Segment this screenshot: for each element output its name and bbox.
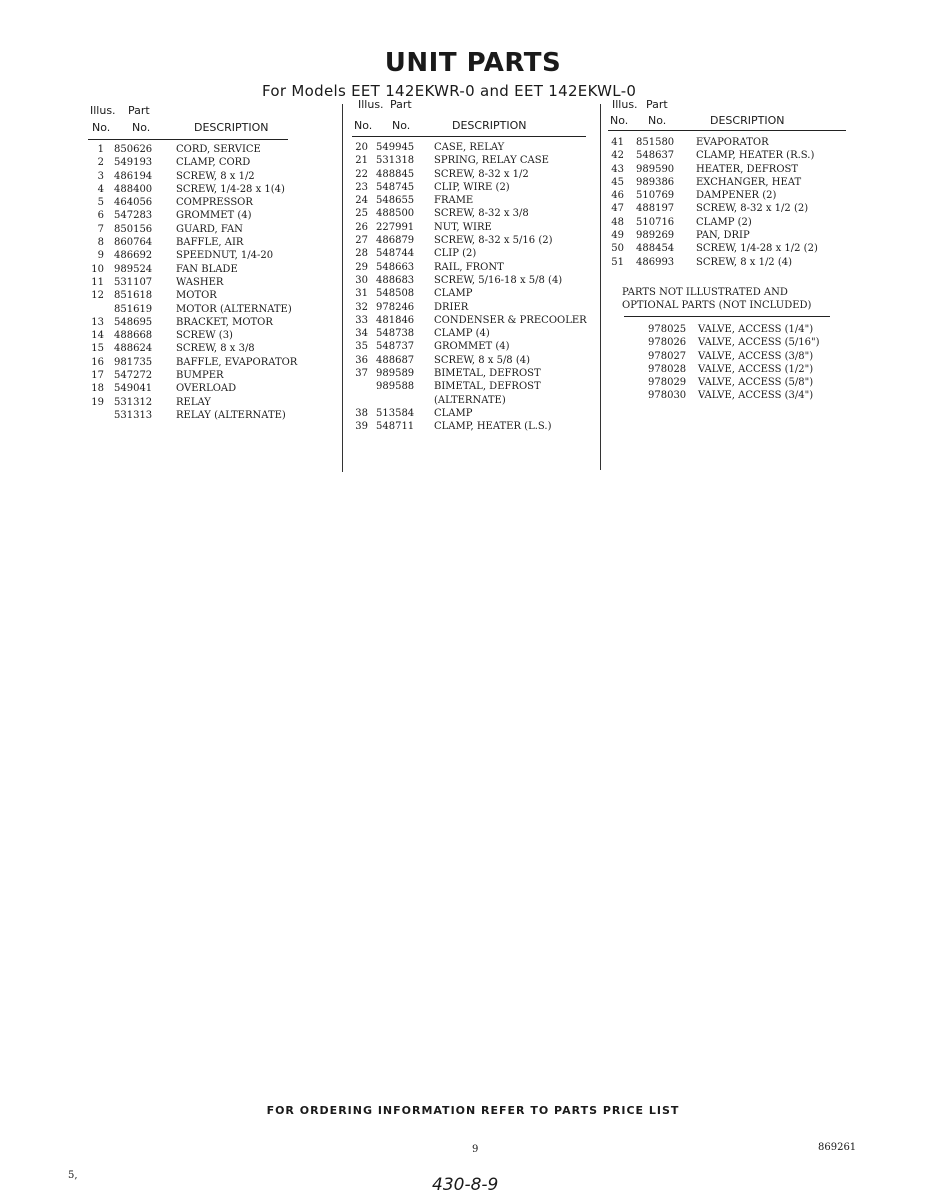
part-number: 981735	[114, 356, 153, 368]
parts-row	[352, 262, 598, 275]
parts-row	[88, 197, 340, 210]
part-number: 486692	[114, 250, 153, 262]
parts-row	[352, 195, 598, 208]
parts-row	[88, 304, 340, 317]
part-description: GUARD, FAN	[176, 223, 243, 235]
illus-number: 36	[355, 354, 368, 366]
parts-row	[352, 288, 598, 301]
header-rule	[88, 139, 288, 140]
column-header	[608, 98, 848, 131]
part-number: 978030	[648, 390, 687, 402]
part-description: SCREW, 8 x 1/2	[176, 170, 255, 182]
illus-number: 5	[97, 197, 104, 209]
illus-number: 47	[611, 203, 624, 215]
illus-number: 45	[611, 176, 624, 188]
part-number: 488668	[114, 330, 153, 342]
illus-number: 34	[355, 328, 368, 340]
parts-row	[352, 341, 598, 354]
parts-row	[608, 177, 848, 190]
part-number: 548655	[376, 195, 415, 207]
illus-number: 21	[355, 155, 368, 167]
part-description: CLAMP, CORD	[176, 157, 251, 169]
illus-number: 12	[91, 290, 104, 302]
illus-number: 38	[355, 407, 368, 419]
part-number: 978029	[648, 377, 687, 389]
part-description: PAN, DRIP	[696, 230, 750, 242]
illus-no-header: No.	[92, 121, 111, 134]
illus-number: 13	[91, 316, 104, 328]
handwritten-note: 430-8-9	[432, 1175, 499, 1195]
part-description: HEATER, DEFROST	[696, 163, 799, 175]
illus-number: 22	[355, 168, 368, 180]
parts-row	[88, 184, 340, 197]
corner-mark: 5,	[68, 1170, 78, 1181]
parts-row	[352, 208, 598, 221]
parts-row	[352, 142, 598, 155]
part-number: 531313	[114, 409, 153, 421]
part-description: SCREW, 8-32 x 1/2 (2)	[696, 203, 809, 215]
part-number: 547283	[114, 210, 153, 222]
parts-row	[352, 222, 598, 235]
part-description: BAFFLE, EVAPORATOR	[176, 356, 298, 368]
illus-header: Illus.	[358, 98, 384, 111]
illus-number: 51	[611, 256, 624, 268]
part-description: SCREW, 8-32 x 3/8	[434, 208, 529, 220]
illus-number: 29	[355, 261, 368, 273]
part-description: SCREW, 8-32 x 5/16 (2)	[434, 235, 553, 247]
part-number: 851580	[636, 137, 675, 148]
part-number: 978246	[376, 301, 415, 313]
part-no-header: No.	[392, 119, 411, 132]
parts-row	[352, 381, 598, 394]
part-header: Part	[646, 98, 668, 111]
illus-number: 23	[355, 181, 368, 193]
part-description: DRIER	[434, 301, 469, 313]
part-description: SCREW, 8 x 3/8	[176, 343, 255, 355]
optional-heading-line-2: OPTIONAL PARTS (NOT INCLUDED)	[622, 300, 812, 311]
illus-number: 49	[611, 230, 624, 242]
parts-row	[352, 275, 598, 288]
illus-number: 1	[97, 144, 104, 155]
parts-row	[88, 343, 340, 356]
part-description: CLAMP	[434, 288, 473, 300]
part-number: 227991	[376, 221, 415, 233]
part-description: MOTOR	[176, 290, 217, 302]
parts-row	[88, 397, 340, 410]
part-number: 464056	[114, 197, 153, 209]
part-number: 549945	[376, 142, 415, 153]
part-number: 531318	[376, 155, 415, 167]
part-number: 488500	[376, 208, 415, 220]
part-number: 548738	[376, 328, 415, 340]
part-description: EXCHANGER, HEAT	[696, 176, 802, 188]
illus-number: 15	[91, 343, 104, 355]
illus-number: 17	[91, 370, 104, 382]
illus-number: 42	[611, 150, 624, 162]
illus-number: 25	[355, 208, 368, 220]
optional-parts-row	[648, 351, 848, 364]
part-description: WASHER	[176, 276, 224, 288]
illus-number: 9	[97, 250, 104, 262]
optional-parts-row	[648, 337, 848, 350]
document-number: 869261	[818, 1142, 857, 1153]
part-description: VALVE, ACCESS (3/8")	[698, 350, 814, 362]
optional-parts-row	[648, 364, 848, 377]
parts-row	[352, 169, 598, 182]
part-no-header: No.	[648, 114, 667, 127]
illus-number: 31	[355, 288, 368, 300]
part-description: VALVE, ACCESS (5/16")	[698, 337, 820, 349]
part-number: 488624	[114, 343, 153, 355]
part-number: 488687	[376, 354, 415, 366]
illus-number: 32	[355, 301, 368, 313]
parts-row	[88, 290, 340, 303]
parts-row	[608, 230, 848, 243]
part-number: 548711	[376, 421, 415, 433]
part-number: 989590	[636, 163, 675, 175]
parts-row	[352, 368, 598, 381]
part-number: 860764	[114, 237, 153, 249]
parts-row	[88, 330, 340, 343]
parts-row	[352, 302, 598, 315]
part-number: 548508	[376, 288, 415, 300]
part-description: BIMETAL, DEFROST	[434, 381, 541, 393]
part-number: 488845	[376, 168, 415, 180]
part-description: CLIP, WIRE (2)	[434, 181, 510, 193]
page-number: 9	[472, 1144, 479, 1155]
part-description: GROMMET (4)	[434, 341, 510, 353]
part-description: EVAPORATOR	[696, 137, 769, 148]
part-description: CLIP (2)	[434, 248, 477, 260]
part-description: FAN BLADE	[176, 263, 238, 275]
illus-header: Illus.	[90, 104, 116, 117]
part-description: SCREW, 8 x 1/2 (4)	[696, 256, 793, 268]
part-number: 978027	[648, 350, 687, 362]
parts-row	[608, 164, 848, 177]
part-description: FRAME	[434, 195, 474, 207]
part-number: 486993	[636, 256, 675, 268]
illus-number: 16	[91, 356, 104, 368]
illus-number: 6	[97, 210, 104, 222]
part-header: Part	[128, 104, 150, 117]
part-description: CASE, RELAY	[434, 142, 505, 153]
parts-row	[608, 190, 848, 203]
illus-number: 30	[355, 274, 368, 286]
part-number: 851619	[114, 303, 153, 315]
part-number: 850626	[114, 144, 153, 155]
illus-number: 50	[611, 243, 624, 255]
part-number: 481846	[376, 314, 415, 326]
part-description: SCREW, 1/4-28 x 1(4)	[176, 183, 285, 195]
part-description: VALVE, ACCESS (3/4")	[698, 390, 814, 402]
part-number: 549041	[114, 383, 153, 395]
part-number: 978026	[648, 337, 687, 349]
illus-number: 3	[97, 170, 104, 182]
parts-row	[352, 315, 598, 328]
optional-parts-heading	[622, 286, 811, 312]
part-description: BAFFLE, AIR	[176, 237, 244, 249]
part-number: 850156	[114, 223, 153, 235]
part-number: 548744	[376, 248, 415, 260]
illus-number: 37	[355, 368, 368, 380]
parts-row	[88, 370, 340, 383]
illus-number: 19	[91, 396, 104, 408]
illus-number: 48	[611, 216, 624, 228]
part-header: Part	[390, 98, 412, 111]
part-description: (ALTERNATE)	[434, 394, 506, 406]
column-divider	[600, 104, 601, 470]
illus-header: Illus.	[612, 98, 638, 111]
part-description: CONDENSER & PRECOOLER	[434, 314, 587, 326]
parts-row	[608, 203, 848, 216]
parts-row	[352, 395, 598, 408]
optional-heading-rule	[624, 316, 830, 317]
part-description: SCREW, 8 x 5/8 (4)	[434, 354, 531, 366]
part-description: CORD, SERVICE	[176, 144, 261, 155]
part-no-header: No.	[132, 121, 151, 134]
part-number: 549193	[114, 157, 153, 169]
part-number: 488197	[636, 203, 675, 215]
parts-row	[352, 328, 598, 341]
part-description: SPEEDNUT, 1/4-20	[176, 250, 274, 262]
parts-row	[88, 277, 340, 290]
part-description: CLAMP, HEATER (R.S.)	[696, 150, 815, 162]
illus-number: 4	[97, 183, 104, 195]
parts-row	[88, 210, 340, 223]
illus-number: 8	[97, 237, 104, 249]
illus-number: 28	[355, 248, 368, 260]
part-number: 531107	[114, 276, 153, 288]
part-description: SCREW (3)	[176, 330, 233, 342]
parts-row	[88, 410, 340, 423]
page-title: UNIT PARTS	[384, 48, 562, 78]
parts-row	[352, 408, 598, 421]
description-header: DESCRIPTION	[194, 121, 269, 134]
part-number: 488454	[636, 243, 675, 255]
parts-row	[88, 224, 340, 237]
parts-column-3	[608, 98, 848, 402]
part-number: 548695	[114, 316, 153, 328]
illus-number: 11	[91, 276, 104, 288]
optional-parts-row	[648, 324, 848, 337]
description-header: DESCRIPTION	[452, 119, 527, 132]
column-header	[88, 104, 340, 140]
illus-number: 20	[355, 142, 368, 153]
illus-number: 10	[91, 263, 104, 275]
part-description: OVERLOAD	[176, 383, 237, 395]
illus-number: 33	[355, 314, 368, 326]
part-description: VALVE, ACCESS (5/8")	[698, 377, 814, 389]
part-description: RAIL, FRONT	[434, 261, 504, 273]
part-number: 486194	[114, 170, 153, 182]
part-number: 488683	[376, 274, 415, 286]
illus-number: 7	[97, 223, 104, 235]
illus-number: 46	[611, 190, 624, 202]
part-description: GROMMET (4)	[176, 210, 252, 222]
page-subtitle: For Models EET 142EKWR-0 and EET 142EKWL-0	[262, 82, 637, 100]
parts-row	[88, 171, 340, 184]
part-number: 531312	[114, 396, 153, 408]
parts-row	[608, 150, 848, 163]
part-description: SCREW, 1/4-28 x 1/2 (2)	[696, 243, 818, 255]
illus-number: 41	[611, 137, 624, 148]
part-number: 513584	[376, 407, 415, 419]
parts-row	[88, 264, 340, 277]
part-number: 978025	[648, 324, 687, 335]
part-description: CLAMP (2)	[696, 216, 752, 228]
part-description: CLAMP	[434, 407, 473, 419]
parts-row	[352, 155, 598, 168]
part-description: BIMETAL, DEFROST	[434, 368, 541, 380]
parts-row	[88, 157, 340, 170]
part-description: CLAMP (4)	[434, 328, 490, 340]
illus-no-header: No.	[354, 119, 373, 132]
illus-number: 26	[355, 221, 368, 233]
header-rule	[352, 136, 586, 137]
parts-row	[88, 357, 340, 370]
optional-parts-row	[648, 377, 848, 390]
optional-heading-line-1: PARTS NOT ILLUSTRATED AND	[622, 287, 788, 298]
part-number: 989269	[636, 230, 675, 242]
description-header: DESCRIPTION	[710, 114, 785, 127]
parts-row	[88, 383, 340, 396]
illus-number: 2	[97, 157, 104, 169]
part-description: SCREW, 8-32 x 1/2	[434, 168, 529, 180]
part-description: SPRING, RELAY CASE	[434, 155, 549, 167]
parts-row	[352, 235, 598, 248]
part-number: 989588	[376, 381, 415, 393]
parts-row	[608, 243, 848, 256]
part-description: BRACKET, MOTOR	[176, 316, 273, 328]
part-description: RELAY (ALTERNATE)	[176, 409, 286, 421]
parts-row	[88, 237, 340, 250]
parts-row	[352, 182, 598, 195]
part-number: 548745	[376, 181, 415, 193]
part-number: 989589	[376, 368, 415, 380]
part-number: 548737	[376, 341, 415, 353]
part-description: CLAMP, HEATER (L.S.)	[434, 421, 552, 433]
optional-parts-row	[648, 390, 848, 403]
illus-number: 35	[355, 341, 368, 353]
part-number: 989524	[114, 263, 153, 275]
illus-number: 14	[91, 330, 104, 342]
header-rule	[608, 130, 846, 131]
part-number: 547272	[114, 370, 153, 382]
illus-no-header: No.	[610, 114, 629, 127]
parts-row	[608, 217, 848, 230]
part-description: NUT, WIRE	[434, 221, 492, 233]
parts-column-1	[88, 104, 340, 423]
part-description: VALVE, ACCESS (1/2")	[698, 363, 814, 375]
part-description: BUMPER	[176, 370, 224, 382]
part-number: 851618	[114, 290, 153, 302]
part-number: 989386	[636, 176, 675, 188]
part-description: DAMPENER (2)	[696, 190, 777, 202]
part-number: 548637	[636, 150, 675, 162]
parts-row	[88, 144, 340, 157]
part-number: 978028	[648, 363, 687, 375]
part-description: COMPRESSOR	[176, 197, 253, 209]
illus-number: 39	[355, 421, 368, 433]
part-number: 488400	[114, 183, 153, 195]
parts-row	[608, 257, 848, 270]
part-description: VALVE, ACCESS (1/4")	[698, 324, 814, 335]
part-number: 486879	[376, 235, 415, 247]
part-number: 510716	[636, 216, 675, 228]
part-description: MOTOR (ALTERNATE)	[176, 303, 292, 315]
column-header	[352, 98, 598, 137]
parts-row	[608, 137, 848, 150]
column-divider	[342, 104, 343, 472]
part-description: SCREW, 5/16-18 x 5/8 (4)	[434, 274, 563, 286]
ordering-footer: FOR ORDERING INFORMATION REFER TO PARTS PRICE LIST	[266, 1104, 680, 1117]
parts-row	[88, 250, 340, 263]
parts-row	[352, 421, 598, 434]
parts-row	[352, 355, 598, 368]
part-number: 548663	[376, 261, 415, 273]
parts-row	[88, 317, 340, 330]
part-number: 510769	[636, 190, 675, 202]
parts-row	[352, 248, 598, 261]
part-description: RELAY	[176, 396, 211, 408]
parts-column-2	[352, 98, 598, 435]
illus-number: 43	[611, 163, 624, 175]
illus-number: 18	[91, 383, 104, 395]
illus-number: 27	[355, 235, 368, 247]
illus-number: 24	[355, 195, 368, 207]
